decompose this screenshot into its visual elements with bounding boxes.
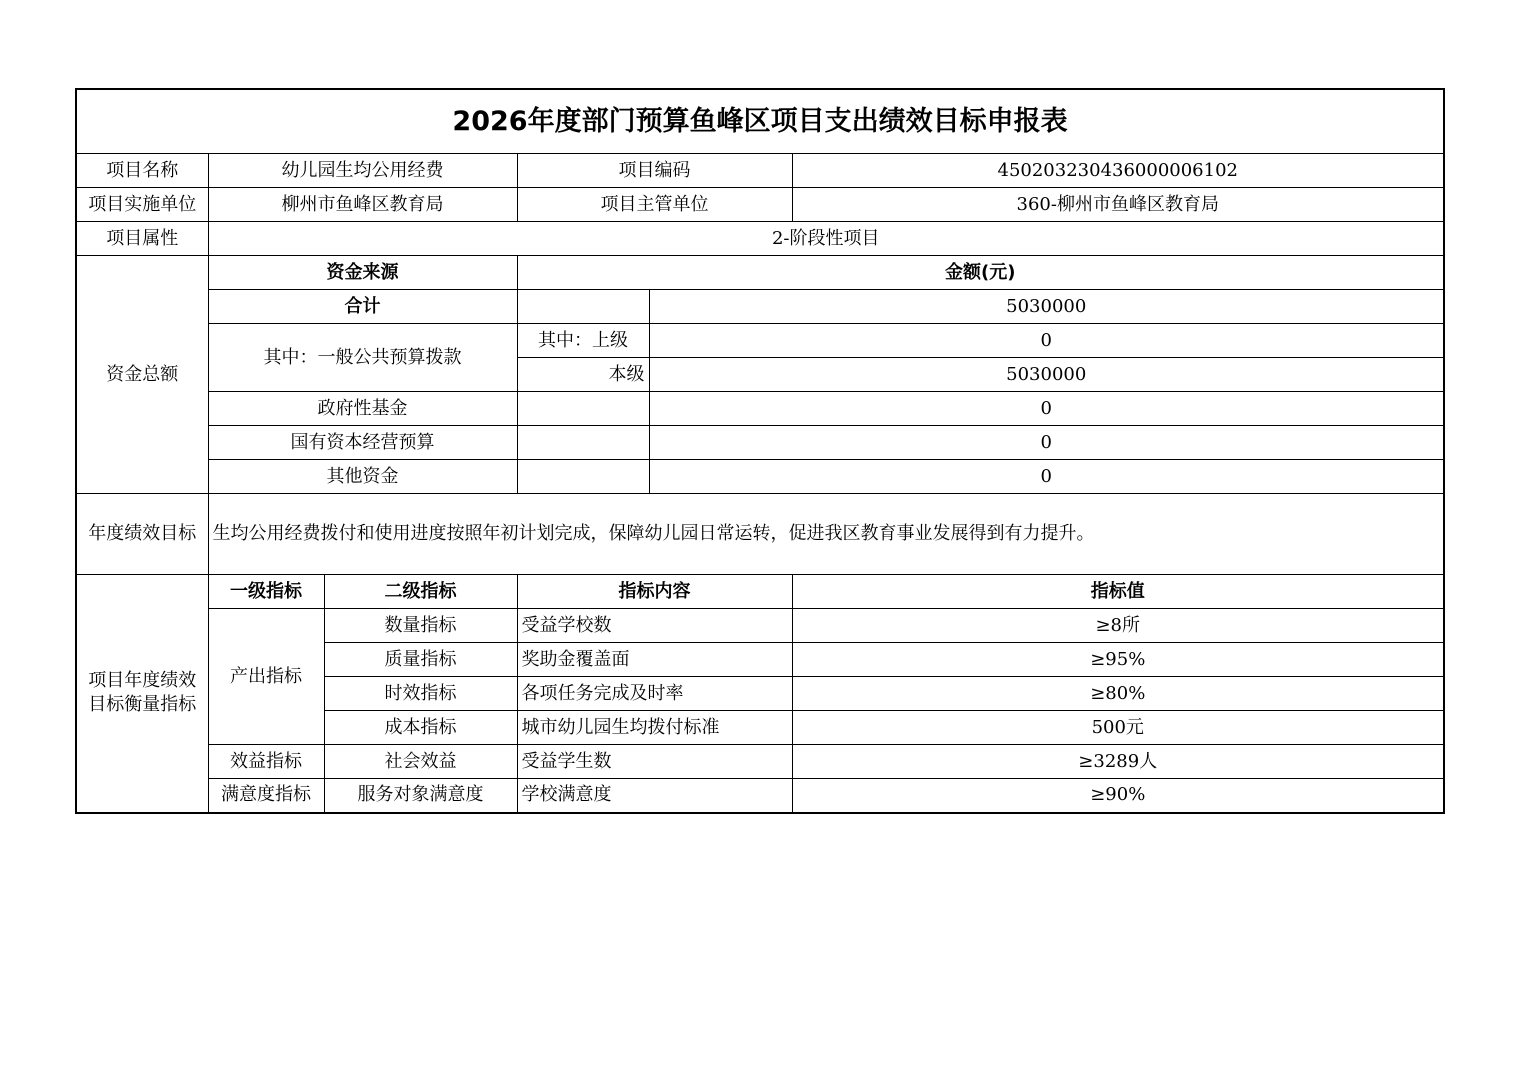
level2-header: 二级指标 <box>324 575 517 609</box>
total-sub-cell <box>517 290 649 324</box>
value-header: 指标值 <box>792 575 1444 609</box>
table-row-level2: 服务对象满意度 <box>324 779 517 813</box>
impl-unit-value: 柳州市鱼峰区教育局 <box>208 188 517 222</box>
admin-unit-label: 项目主管单位 <box>517 188 792 222</box>
impl-unit-label: 项目实施单位 <box>76 188 208 222</box>
admin-unit-value: 360-柳州市鱼峰区教育局 <box>792 188 1444 222</box>
indicators-section-label: 项目年度绩效目标衡量指标 <box>76 575 208 813</box>
total-label: 合计 <box>208 290 517 324</box>
funds-section-label: 资金总额 <box>76 256 208 494</box>
output-indicator-label: 产出指标 <box>208 609 324 745</box>
state-capital-label: 国有资本经营预算 <box>208 426 517 460</box>
table-row-level2: 时效指标 <box>324 677 517 711</box>
superior-value: 0 <box>649 324 1444 358</box>
gov-fund-sub-cell <box>517 392 649 426</box>
table-row-value: ≥3289人 <box>792 745 1444 779</box>
total-value: 5030000 <box>649 290 1444 324</box>
project-name-label: 项目名称 <box>76 154 208 188</box>
annual-goal-text: 生均公用经费拨付和使用进度按照年初计划完成，保障幼儿园日常运转，促进我区教育事业发展得到有力提升。 <box>208 494 1444 575</box>
other-funds-value: 0 <box>649 460 1444 494</box>
table-row-value: ≥95% <box>792 643 1444 677</box>
table-row-content: 学校满意度 <box>517 779 792 813</box>
project-code-value: 450203230436000006102 <box>792 154 1444 188</box>
attribute-value: 2-阶段性项目 <box>208 222 1444 256</box>
table-row-content: 各项任务完成及时率 <box>517 677 792 711</box>
amount-header: 金额(元) <box>517 256 1444 290</box>
benefit-indicator-label: 效益指标 <box>208 745 324 779</box>
table-row-content: 奖助金覆盖面 <box>517 643 792 677</box>
general-budget-label: 其中：一般公共预算拨款 <box>208 324 517 392</box>
state-capital-value: 0 <box>649 426 1444 460</box>
table-row-level2: 成本指标 <box>324 711 517 745</box>
table-row-value: ≥90% <box>792 779 1444 813</box>
table-row-value: ≥8所 <box>792 609 1444 643</box>
fund-source-header: 资金来源 <box>208 256 517 290</box>
performance-target-table <box>75 88 1445 814</box>
table-row-value: 500元 <box>792 711 1444 745</box>
table-row-value: ≥80% <box>792 677 1444 711</box>
gov-fund-value: 0 <box>649 392 1444 426</box>
other-funds-sub-cell <box>517 460 649 494</box>
superior-label: 其中：上级 <box>517 324 649 358</box>
table-row-content: 受益学校数 <box>517 609 792 643</box>
level1-header: 一级指标 <box>208 575 324 609</box>
page-title: 2026年度部门预算鱼峰区项目支出绩效目标申报表 <box>76 89 1444 154</box>
project-code-label: 项目编码 <box>517 154 792 188</box>
state-capital-sub-cell <box>517 426 649 460</box>
table-row-level2: 数量指标 <box>324 609 517 643</box>
local-label: 本级 <box>517 358 649 392</box>
gov-fund-label: 政府性基金 <box>208 392 517 426</box>
annual-goal-label: 年度绩效目标 <box>76 494 208 575</box>
content-header: 指标内容 <box>517 575 792 609</box>
table-row-content: 受益学生数 <box>517 745 792 779</box>
table-row-level2: 社会效益 <box>324 745 517 779</box>
other-funds-label: 其他资金 <box>208 460 517 494</box>
attribute-label: 项目属性 <box>76 222 208 256</box>
local-value: 5030000 <box>649 358 1444 392</box>
table-row-level2: 质量指标 <box>324 643 517 677</box>
satisfaction-indicator-label: 满意度指标 <box>208 779 324 813</box>
project-name-value: 幼儿园生均公用经费 <box>208 154 517 188</box>
table-row-content: 城市幼儿园生均拨付标准 <box>517 711 792 745</box>
